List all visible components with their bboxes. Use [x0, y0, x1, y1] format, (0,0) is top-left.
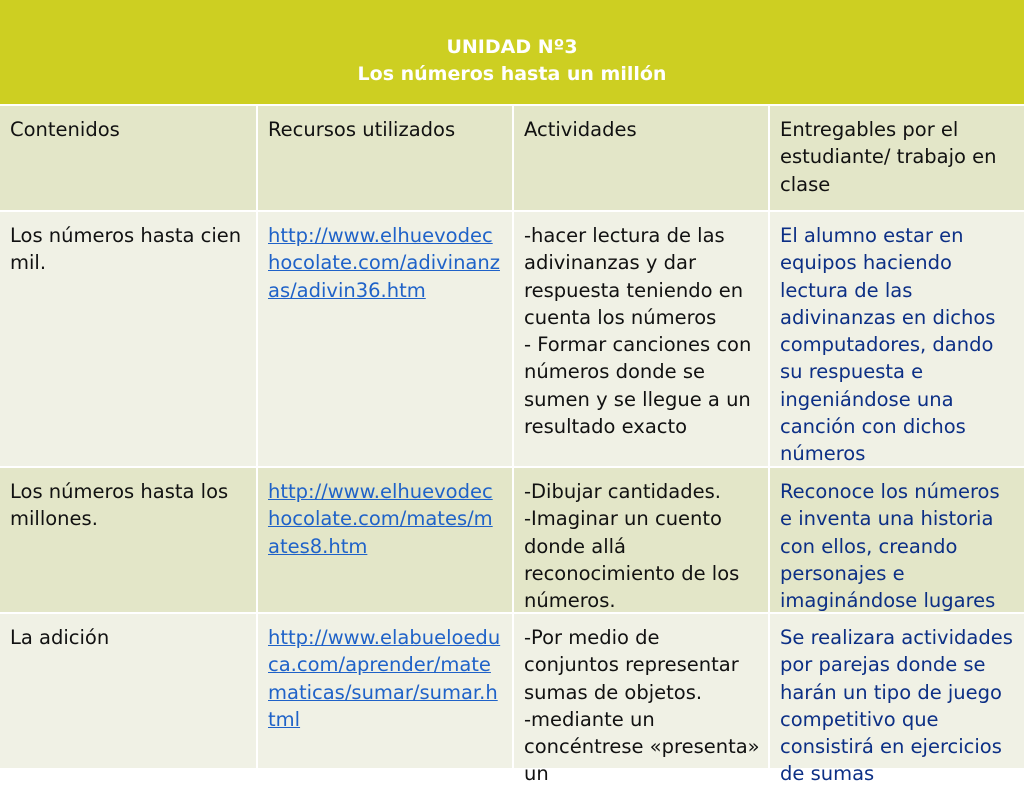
recurso-link[interactable]: http://www.elhuevodechocolate.com/adivinanzas/adivin36.htm — [268, 224, 500, 302]
contenido-cell: Los números hasta cien mil. — [10, 224, 242, 275]
contenido-cell: Los números hasta los millones. — [10, 480, 229, 531]
entregables-cell: Se realizara actividades por parejas donde se harán un tipo de juego competitivo que consistirá en ejercicios de sumas — [768, 614, 1024, 768]
contenido-cell: La adición — [10, 626, 110, 649]
unit-title: UNIDAD Nº3 — [446, 36, 578, 58]
actividades-cell: -hacer lectura de las adivinanzas y dar respuesta teniendo en cuenta los números - Formar canciones con números donde se sumen y se llegue a un resultado exacto — [512, 212, 768, 466]
table-row — [0, 614, 1024, 786]
column-header-entregables: Entregables por el estudiante/ trabajo en clase — [768, 106, 1024, 210]
recurso-link[interactable]: http://www.elhuevodechocolate.com/mates/mates8.htm — [268, 480, 493, 558]
recurso-link[interactable]: http://www.elabueloeduca.com/aprender/matematicas/sumar/sumar.html — [268, 626, 501, 731]
column-header-actividades: Actividades — [512, 106, 768, 210]
actividades-cell: -Por medio de conjuntos representar sumas de objetos. -mediante un concéntrese «presenta» un — [512, 614, 768, 768]
table-row — [0, 468, 1024, 612]
entregables-cell: El alumno estar en equipos haciendo lectura de las adivinanzas en dichos computadores, dando su respuesta e ingeniándose una canción con dichos números — [768, 212, 1024, 466]
column-header-recursos: Recursos utilizados — [256, 106, 512, 210]
table-row — [0, 212, 1024, 466]
table-header-row — [0, 106, 1024, 210]
actividades-cell: -Dibujar cantidades. -Imaginar un cuento donde allá reconocimiento de los números. — [512, 468, 768, 612]
column-header-contenidos: Contenidos — [10, 118, 120, 141]
unit-subtitle: Los números hasta un millón — [357, 63, 667, 85]
table-title-header — [0, 0, 1024, 104]
entregables-cell: Reconoce los números e inventa una historia con ellos, creando personajes e imaginándose lugares — [768, 468, 1024, 612]
